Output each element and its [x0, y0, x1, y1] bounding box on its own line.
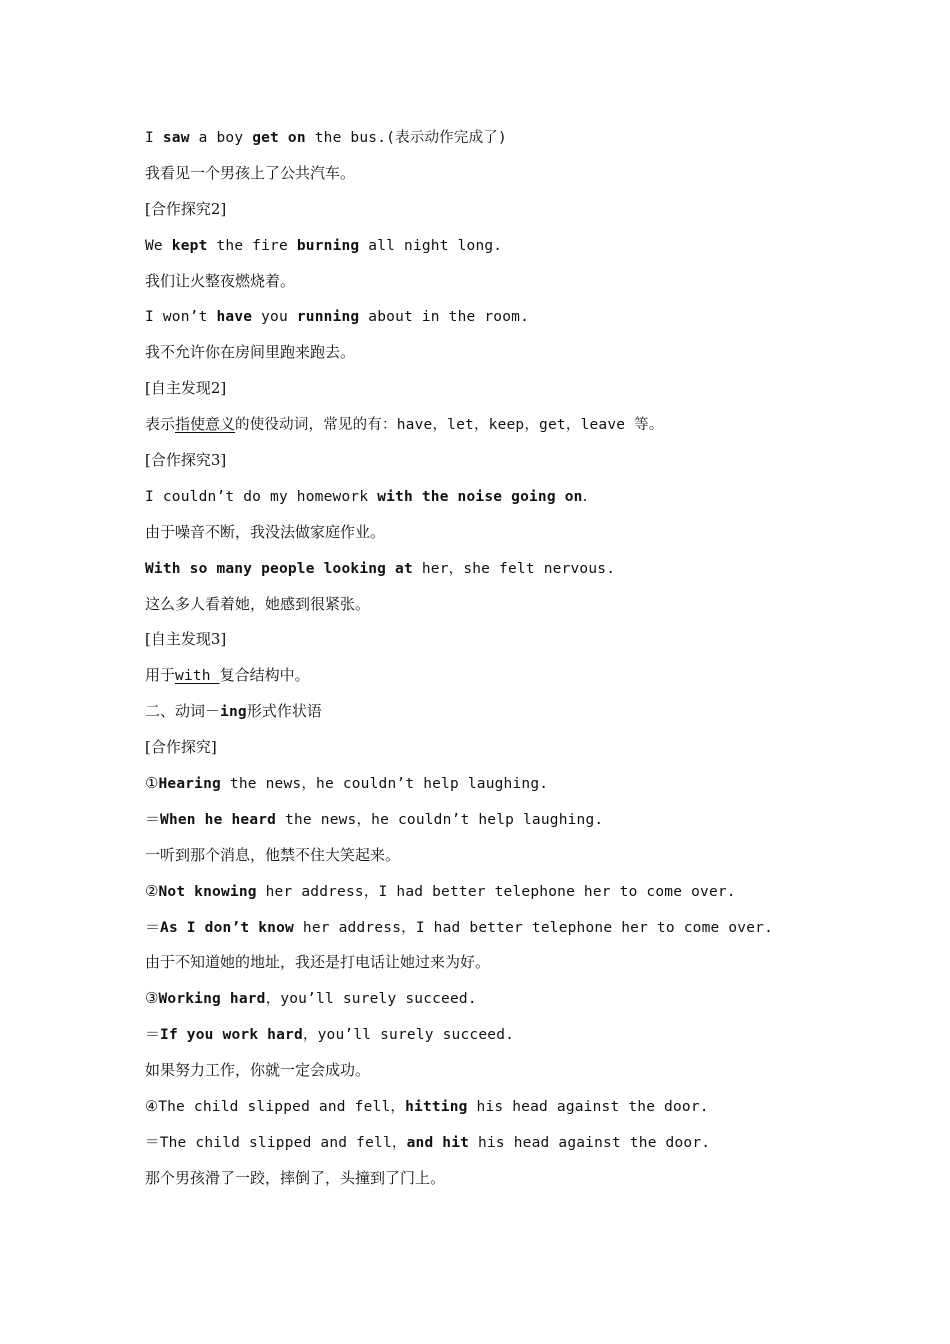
- text-line: [145, 410, 865, 446]
- text-segment: 我不允许你在房间里跑来跑去。: [145, 343, 356, 362]
- bold-segment: have: [216, 309, 253, 326]
- text-segment: his head against the door.: [469, 1134, 711, 1151]
- text-line: [145, 1164, 865, 1200]
- text-segment: 如果努力工作，你就一定会成功。: [145, 1061, 371, 1080]
- text-segment: 一听到那个消息，他禁不住大笑起来。: [145, 845, 401, 864]
- text-segment: 形式作状语: [246, 702, 322, 721]
- bold-segment: burning: [296, 237, 360, 254]
- text-segment: all night long.: [359, 237, 503, 254]
- text-line: [145, 1020, 865, 1056]
- text-line: [145, 769, 865, 805]
- text-segment: 用于: [145, 666, 176, 685]
- text-line: [145, 1128, 865, 1164]
- text-line: [145, 661, 865, 697]
- text-segment: 的使役动词，常见的有：have，let，keep，get，leave 等。: [235, 417, 664, 434]
- text-line: [145, 302, 865, 338]
- text-segment: [合作探究]: [145, 738, 217, 757]
- text-segment: her address，I had better telephone her to come over.: [256, 883, 736, 900]
- bold-segment: Hearing: [158, 776, 221, 793]
- text-segment: ＝The child slipped and fell，: [145, 1134, 407, 1151]
- text-line: [145, 482, 865, 518]
- text-segment: 我们让火整夜燃烧着。: [145, 271, 296, 290]
- text-segment: We: [145, 237, 172, 254]
- text-segment: ①: [145, 774, 159, 793]
- bold-segment: If you work hard: [160, 1027, 303, 1044]
- text-segment: 由于不知道她的地址，我还是打电话让她过来为好。: [145, 953, 491, 972]
- bold-segment: As I don’t know: [160, 919, 294, 936]
- text-line: [145, 1092, 865, 1128]
- text-line: [145, 1056, 865, 1092]
- text-segment: 复合结构中。: [219, 666, 310, 685]
- text-line: [145, 625, 865, 661]
- document-page: [145, 123, 865, 1200]
- text-line: [145, 374, 865, 410]
- text-line: [145, 123, 865, 159]
- text-segment: 由于噪音不断，我没法做家庭作业。: [145, 522, 386, 541]
- text-segment: 表示: [145, 415, 176, 434]
- bold-segment: ing: [220, 704, 247, 721]
- bold-segment: When he heard: [160, 811, 277, 828]
- text-line: [145, 267, 865, 303]
- underlined-segment: with: [175, 668, 220, 685]
- underlined-segment: 指使意义: [175, 415, 236, 434]
- text-segment: 二、动词－: [145, 702, 221, 721]
- text-line: [145, 338, 865, 374]
- text-segment: ②: [145, 881, 159, 900]
- text-segment: her，she felt nervous.: [412, 560, 616, 577]
- bold-segment: hitting: [405, 1099, 468, 1116]
- text-line: [145, 841, 865, 877]
- text-segment: [自主发现3]: [145, 630, 227, 649]
- text-line: [145, 590, 865, 626]
- bold-segment: kept: [171, 237, 208, 254]
- text-segment: his head against the door.: [467, 1099, 709, 1116]
- text-segment: ，you’ll surely succeed.: [265, 991, 477, 1008]
- bold-segment: Working hard: [158, 991, 266, 1008]
- text-segment: ，you’ll surely succeed.: [302, 1027, 515, 1044]
- text-segment: ③: [145, 989, 159, 1008]
- text-line: [145, 733, 865, 769]
- text-segment: [合作探究2]: [145, 199, 227, 218]
- text-segment: the fire: [207, 237, 297, 254]
- text-segment: I: [145, 130, 163, 146]
- bold-segment: with the noise going on: [377, 488, 583, 505]
- text-line: [145, 554, 865, 590]
- text-segment: ④The child slipped and fell，: [145, 1099, 406, 1116]
- text-line: [145, 697, 865, 733]
- text-segment: 那个男孩滑了一跤，摔倒了，头撞到了门上。: [145, 1168, 446, 1187]
- text-segment: a boy: [189, 130, 253, 146]
- bold-segment: get on: [252, 130, 306, 146]
- text-line: [145, 159, 865, 195]
- text-line: [145, 231, 865, 267]
- text-segment: [合作探究3]: [145, 451, 227, 470]
- text-segment: ＝: [145, 917, 161, 936]
- text-segment: the news，he couldn’t help laughing.: [276, 811, 604, 828]
- bold-segment: With so many people looking at: [145, 560, 413, 577]
- text-line: [145, 446, 865, 482]
- text-segment: ＝: [145, 809, 161, 828]
- text-line: [145, 805, 865, 841]
- text-segment: you: [252, 309, 297, 326]
- text-segment: ＝: [145, 1025, 161, 1044]
- text-line: [145, 518, 865, 554]
- text-segment: .: [582, 486, 588, 505]
- text-segment: her address，I had better telephone her to come over.: [293, 919, 774, 936]
- bold-segment: Not knowing: [158, 883, 257, 900]
- text-segment: [自主发现2]: [145, 379, 227, 398]
- text-segment: the news，he couldn’t help laughing.: [220, 776, 549, 793]
- bold-segment: saw: [162, 130, 190, 146]
- text-line: [145, 984, 865, 1020]
- text-segment: about in the room.: [359, 309, 530, 326]
- text-segment: 这么多人看着她，她感到很紧张。: [145, 594, 371, 613]
- text-segment: I couldn’t do my homework: [145, 488, 378, 505]
- bold-segment: running: [296, 309, 360, 326]
- text-line: [145, 913, 865, 949]
- text-line: [145, 195, 865, 231]
- text-line: [145, 948, 865, 984]
- text-segment: the bus.(表示动作完成了): [305, 130, 507, 146]
- text-segment: I won’t: [145, 309, 217, 326]
- text-segment: 我看见一个男孩上了公共汽车。: [145, 163, 356, 182]
- bold-segment: and hit: [406, 1134, 470, 1151]
- text-line: [145, 877, 865, 913]
